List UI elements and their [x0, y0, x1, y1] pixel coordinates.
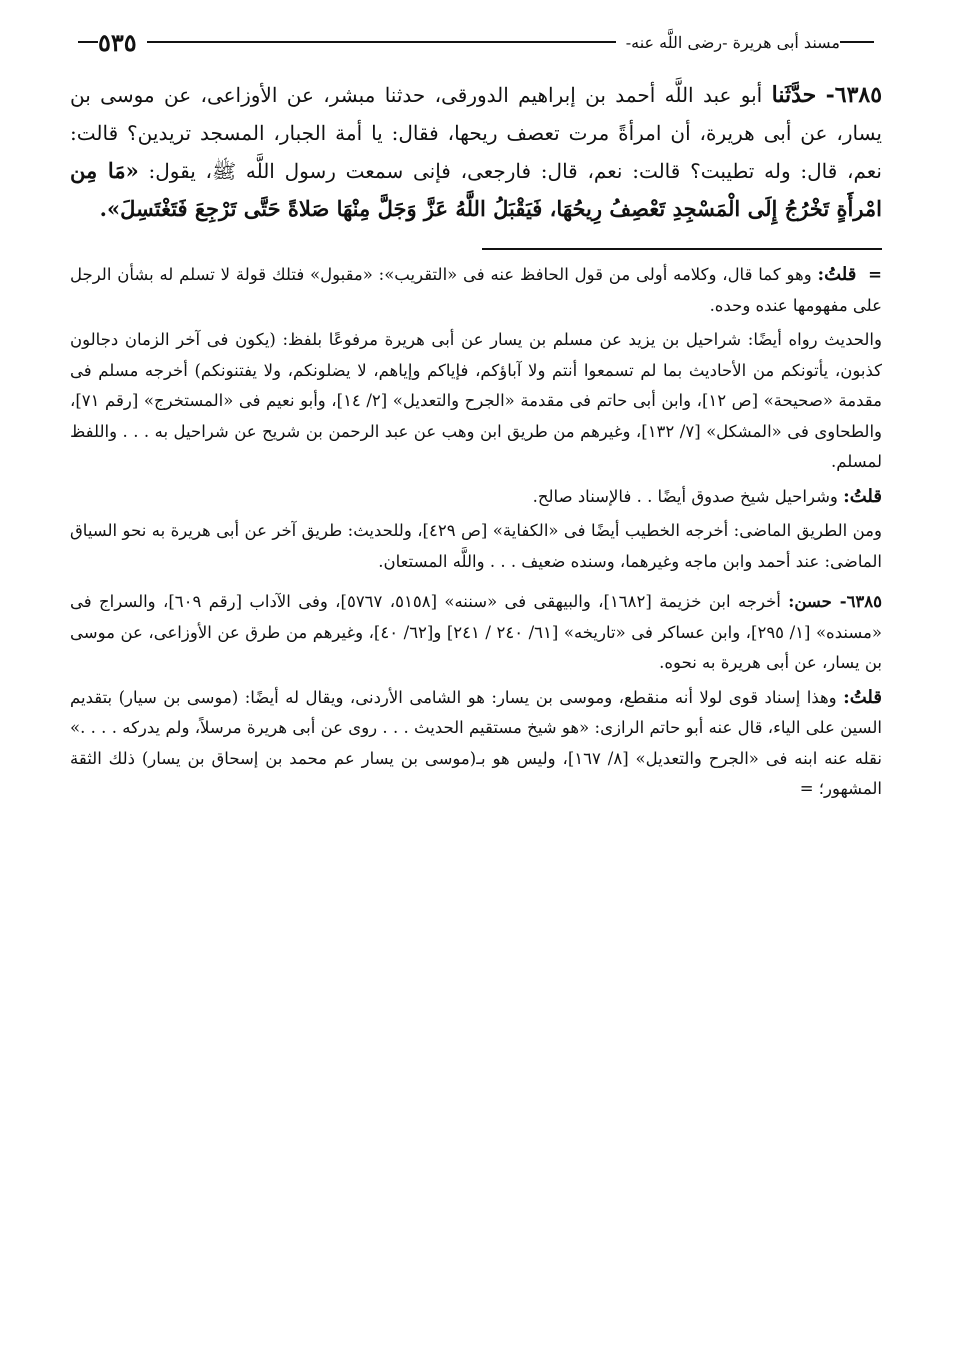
note-text: وشراحيل شيخ صدوق أيضًا . . فالإسناد صالح.: [532, 486, 838, 506]
note-paragraph: [70, 260, 882, 321]
page-number: ٥٣٥: [98, 27, 137, 57]
note-text: وهذا إسناد قوى لولا أنه منقطع، وموسى بن يسار: هو الشامى الأردنى، ويقال له أيضًا: (موسى بن سيار) بتقديم السين على الياء، قال عنه أبو حاتم الرازى: «هو شيخ مستقيم الحديث . . . روى عن أبى هريرة مرسلاً، ولم يدركه . . . .» نقله عنه ابنه فى «الجرح والتعديل» [٨/ ١٦٧]، وليس هو بـ(موسى بن يسار عم محمد بن إسحاق بن يسار) ذلك الثقة المشهور؛ =: [70, 687, 882, 798]
takhrij-text: أخرجه ابن خزيمة [١٦٨٢]، والبيهقى فى «سننه» [٥١٥٨، ٥٧٦٧]، وفى الآداب [رقم ٦٠٩]، والسراج فى «مسنده» [١/ ٢٩٥]، وابن عساكر فى «تاريخه» [٦١/ ٢٤٠ / ٢٤١] و[٦٢/ ٤٠]، وغيرهم من طرق عن الأوزاعى، عن موسى بن يسار، عن أبى هريرة به نحوه.: [70, 592, 882, 672]
takhrij-label: ٦٣٨٥- حسن:: [788, 592, 883, 611]
note-label: قلتُ:: [843, 485, 882, 507]
hadith-quote: «مَا مِن امْرأَةٍ تَخْرُجُ إِلَى الْمَسْجِدِ تَعْصِفُ رِيحُهَا، فَيَقْبَلُ اللَّهُ عَزَّ وَجَلَّ مِنْهَا صَلاةً حَتَّى تَرْجِعَ فَتَغْتَسِلَ».: [70, 158, 882, 221]
note-text: وهو كما قال، وكلامه أولى من قول الحافظ عنه فى «التقريب»: «مقبول» فتلك قولة لا تسلم له بشأن الرجل على مفهومها عنده وحده.: [70, 265, 882, 315]
note-paragraph: [70, 516, 882, 577]
note-label: قلتُ:: [843, 686, 882, 708]
hadith-lead: حدَّثَنا: [771, 82, 817, 108]
note-paragraph: [70, 325, 882, 478]
header-title: مسند أبى هريرة -رضى اللَّه عنه-: [625, 32, 840, 52]
footnotes: [70, 260, 882, 805]
footnote-divider: [482, 248, 882, 250]
note-text: والحديث رواه أيضًا: شراحيل بن يزيد عن مسلم بن يسار عن أبى هريرة مرفوعًا بلفظ: (يكون فى آخر الزمان دجالون كذبون، يأتونكم من الأحاديث بما لم تسمعوا أنتم ولا آباؤكم، فإياكم وإياهم، لا يضلونكم، ولا يفتنونكم) أخرجه مسلم فى مقدمة «صحيحة» [ص ١٢]، وابن أبى حاتم فى مقدمة «الجرح والتعديل» [٢/ ١٤]، وأبو نعيم فى «المستخرج» [رقم ٧١]، والطحاوى فى «المشكل» [٧/ ١٣٢]، وغيرهم من طريق ابن وهب عن عبد الرحمن بن شريح عن شراحيل به . . . واللفظ لمسلم.: [70, 330, 883, 471]
hadith-text: [70, 76, 882, 228]
hadith-isnad: أبو عبد اللَّه أحمد بن إبراهيم الدورقى، حدثنا مبشر، عن الأوزاعى، عن موسى بن يسار، عن أبى هريرة، أن امرأةً مرت تعصف ريحها، فقال: يا أمة الجبار، المسجد تريدين؟ قالت: نعم، قال: وله تطيبت؟ قالت: نعم، قال: فارجعى، فإنى سمعت رسول اللَّه ﷺ، يقول:: [70, 83, 882, 183]
continuation-mark: =: [868, 265, 882, 284]
header-rule-right: [840, 41, 874, 43]
header-rule-middle: [147, 41, 616, 43]
takhrij-paragraph: [70, 587, 882, 679]
book-page: [70, 22, 882, 809]
note-paragraph: [70, 683, 882, 805]
running-header: [70, 22, 882, 62]
note-label: قلتُ:: [817, 264, 857, 285]
note-paragraph: [70, 482, 882, 513]
header-rule-left: [78, 41, 98, 43]
note-text: ومن الطريق الماضى: أخرجه الخطيب أيضًا فى «الكفاية» [ص ٤٢٩]، وللحديث: طريق آخر عن أبى هريرة به نحو السياق الماضى: عند أحمد وابن ماجه وغيرهما، وسنده ضعيف . . . واللَّه المستعان.: [70, 521, 882, 571]
hadith-number: ٦٣٨٥-: [825, 82, 883, 108]
